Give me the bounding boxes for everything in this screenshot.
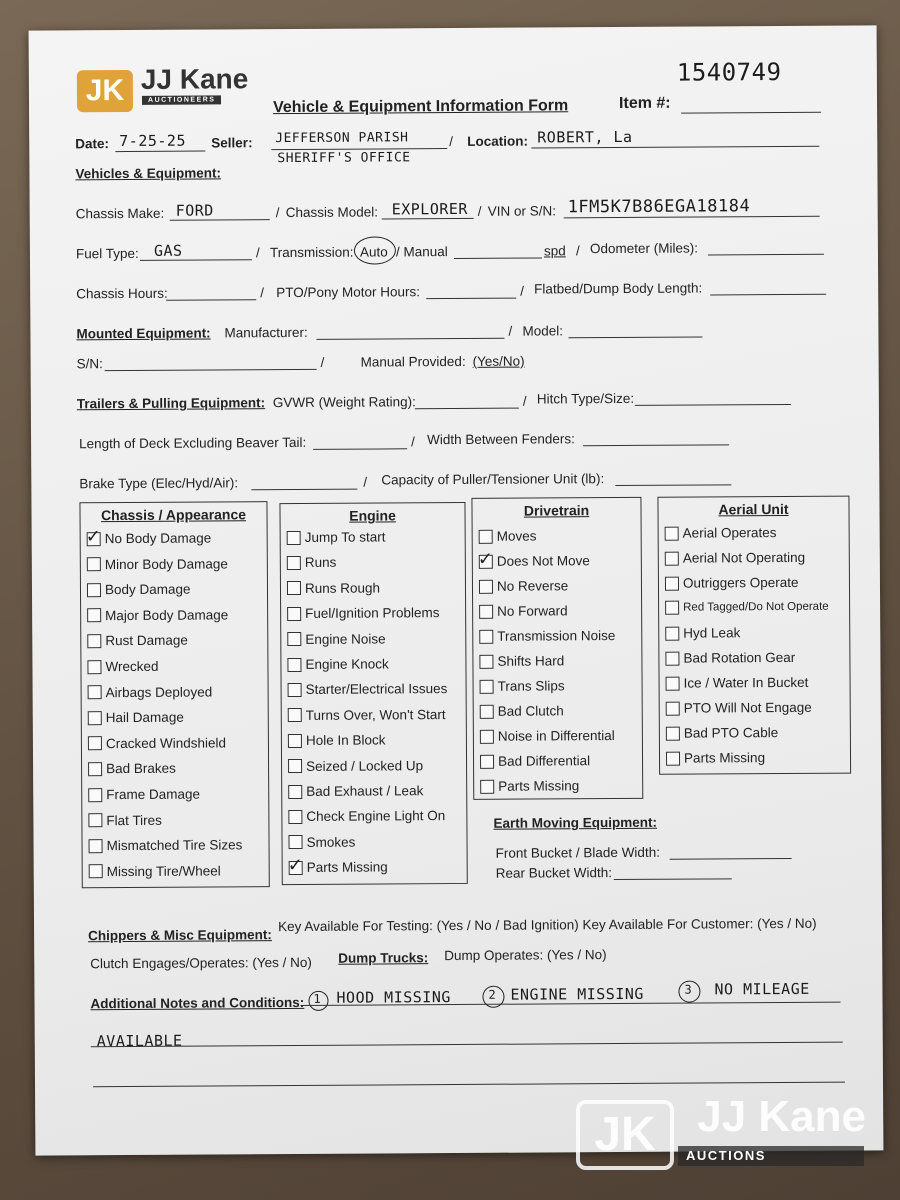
aerial-checkbox-row[interactable] [665, 600, 829, 615]
seller-value-line1: JEFFERSON PARISH [275, 130, 409, 147]
aerial-checkbox[interactable] [665, 576, 679, 590]
drivetrain-checkbox[interactable] [479, 529, 493, 543]
slash-sep: / [508, 323, 513, 339]
drivetrain-checkbox-row[interactable] [479, 578, 568, 594]
aerial-checkbox-row[interactable] [665, 575, 799, 591]
transmission-auto-option[interactable]: Auto [359, 244, 388, 260]
aerial-box-title: Aerial Unit [718, 500, 789, 518]
drivetrain-checkbox[interactable] [479, 629, 493, 643]
vin-label: VIN or S/N: [487, 203, 556, 219]
engine-checkbox-row[interactable] [287, 605, 439, 621]
drivetrain-checkbox-row[interactable] [479, 628, 615, 644]
chassis-checkbox-row[interactable] [88, 787, 200, 803]
chassis-checkbox-label: No Body Damage [104, 530, 212, 547]
chassis-model-label: Chassis Model: [285, 204, 379, 221]
drivetrain-checkbox-label: Transmission Noise [497, 628, 616, 644]
fenders-label: Width Between Fenders: [427, 431, 575, 448]
chassis-checkbox[interactable] [87, 557, 101, 571]
chassis-checkbox[interactable] [89, 839, 103, 853]
engine-checkbox-label: Runs Rough [304, 580, 381, 596]
chassis-checkbox-row[interactable] [88, 761, 176, 777]
aerial-unit-box [657, 496, 851, 775]
drivetrain-box-title: Drivetrain [523, 502, 590, 519]
slash-sep: / [449, 134, 454, 150]
aerial-checkbox-label: Ice / Water In Bucket [683, 674, 809, 691]
drivetrain-checkbox[interactable] [480, 754, 494, 768]
engine-checkbox[interactable] [288, 708, 302, 722]
engine-checkbox-row[interactable] [288, 808, 445, 824]
engine-checkbox-row[interactable] [287, 580, 380, 596]
engine-checkbox-label: Runs [304, 555, 337, 571]
engine-checkbox[interactable] [287, 556, 301, 570]
drivetrain-checkbox-row[interactable] [479, 603, 568, 619]
drivetrain-checkbox-row[interactable] [477, 548, 590, 570]
chassis-checkbox-label: Airbags Deployed [105, 684, 213, 700]
flatbed-line[interactable] [710, 294, 826, 296]
slash-sep: / [411, 434, 415, 450]
chassis-checkbox[interactable] [87, 608, 101, 622]
note-number-1: 1 [313, 991, 322, 1006]
hitch-line[interactable] [635, 404, 791, 406]
chassis-checkbox[interactable] [89, 864, 103, 878]
chassis-model-value: EXPLORER [391, 199, 468, 219]
notes-line-2[interactable] [91, 1042, 843, 1048]
chassis-checkbox-row[interactable] [87, 607, 228, 623]
engine-checkbox-row[interactable] [288, 733, 386, 749]
fenders-line[interactable] [583, 444, 729, 446]
drivetrain-checkbox-row[interactable] [480, 728, 615, 744]
checkmark-icon: ✓ [477, 548, 493, 570]
chassis-checkbox-label: Frame Damage [106, 786, 201, 803]
engine-checkbox-label: Engine Knock [305, 656, 389, 672]
chassis-checkbox-label: Major Body Damage [105, 607, 229, 623]
engine-checkbox-row[interactable] [288, 681, 448, 697]
chassis-checkbox-label: Body Damage [104, 581, 191, 598]
seller-value-line2: SHERIFF'S OFFICE [277, 150, 411, 167]
aerial-checkbox-label: Outriggers Operate [682, 574, 799, 591]
slash-sep: / [255, 245, 260, 261]
drivetrain-checkbox[interactable] [479, 654, 493, 668]
watermark-subtitle: AUCTIONS [678, 1146, 864, 1166]
chassis-make-label: Chassis Make: [75, 205, 165, 222]
date-line[interactable] [115, 151, 205, 153]
hitch-label: Hitch Type/Size: [536, 390, 635, 407]
mounted-section-heading: Mounted Equipment: [76, 325, 211, 342]
chassis-checkbox-row[interactable] [89, 837, 243, 853]
chassis-checkbox[interactable] [88, 736, 102, 750]
fuel-type-line[interactable] [140, 259, 252, 261]
date-value: 7-25-25 [119, 131, 187, 151]
chassis-make-line[interactable] [170, 219, 270, 221]
vehicles-section-heading: Vehicles & Equipment: [75, 165, 222, 182]
chassis-checkbox[interactable] [87, 634, 101, 648]
engine-checkbox-label: Bad Exhaust / Leak [306, 783, 424, 799]
chassis-checkbox-row[interactable] [87, 659, 158, 674]
aerial-checkbox-label: Parts Missing [683, 750, 766, 766]
chippers-heading: Chippers & Misc Equipment: [88, 927, 272, 944]
seller-label: Seller: [211, 135, 253, 151]
engine-checkbox-row[interactable] [287, 555, 337, 570]
logo-name: JJ Kane [140, 63, 249, 95]
chassis-model-line[interactable] [382, 218, 474, 220]
item-line[interactable] [681, 112, 821, 114]
aerial-checkbox-row[interactable] [666, 675, 809, 691]
deck-length-line[interactable] [313, 448, 407, 450]
model-line[interactable] [568, 336, 702, 338]
engine-checkbox-label: Check Engine Light On [306, 808, 446, 825]
manufacturer-label: Manufacturer: [224, 324, 308, 341]
chassis-checkbox-row[interactable] [88, 684, 213, 700]
chassis-checkbox-row[interactable] [87, 633, 188, 649]
drivetrain-checkbox-label: Does Not Move [496, 553, 590, 569]
engine-checkbox-label: Fuel/Ignition Problems [305, 605, 440, 622]
drivetrain-checkbox-label: No Forward [497, 603, 568, 619]
engine-checkbox-label: Starter/Electrical Issues [305, 681, 448, 698]
gvwr-line[interactable] [415, 408, 519, 410]
slash-sep: / [520, 283, 524, 299]
location-label: Location: [467, 133, 529, 149]
brake-type-label: Brake Type (Elec/Hyd/Air): [79, 475, 239, 492]
engine-checkbox[interactable] [288, 734, 302, 748]
chassis-checkbox[interactable] [88, 685, 102, 699]
spd-line[interactable] [454, 257, 542, 259]
date-label: Date: [75, 136, 110, 152]
drivetrain-checkbox-row[interactable] [480, 678, 565, 694]
drivetrain-checkbox-row[interactable] [479, 529, 537, 544]
drivetrain-checkbox-label: Noise in Differential [497, 728, 615, 744]
chassis-hours-line[interactable] [166, 299, 256, 301]
sn-label: S/N: [76, 356, 103, 372]
aerial-checkbox[interactable] [666, 726, 680, 740]
transmission-label: Transmission: [269, 244, 354, 261]
aerial-checkbox-row[interactable] [665, 525, 777, 541]
chassis-checkbox[interactable] [85, 525, 101, 547]
chassis-checkbox-row[interactable] [87, 582, 191, 598]
notes-line-3[interactable] [93, 1082, 845, 1088]
aerial-checkbox[interactable] [665, 651, 679, 665]
engine-checkbox[interactable] [288, 835, 302, 849]
sn-line[interactable] [105, 369, 317, 371]
drivetrain-box [471, 497, 643, 800]
handwritten-item-number: 1540749 [676, 58, 782, 87]
note-text-3: NO MILEAGE [714, 979, 810, 999]
aerial-checkbox-label: PTO Will Not Engage [683, 699, 812, 716]
gvwr-label: GVWR (Weight Rating): [272, 394, 416, 411]
slash-sep: / [522, 393, 527, 409]
additional-notes-heading: Additional Notes and Conditions: [90, 994, 305, 1012]
aerial-checkbox-label: Aerial Operates [682, 525, 777, 541]
engine-box [279, 502, 467, 885]
drivetrain-checkbox-label: Moves [496, 528, 537, 544]
auto-circled-mark [354, 236, 396, 264]
form-title: Vehicle & Equipment Information Form [272, 97, 569, 117]
slash-sep: / [363, 474, 368, 490]
drivetrain-checkbox-row[interactable] [480, 703, 564, 719]
transmission-manual-option[interactable]: / Manual [395, 244, 448, 260]
drivetrain-checkbox[interactable] [477, 548, 493, 570]
item-label: Item #: [618, 94, 671, 112]
engine-checkbox-label: Smokes [306, 834, 356, 850]
dump-operates-label: Dump Operates: (Yes / No) [444, 947, 607, 964]
aerial-checkbox[interactable] [666, 751, 680, 765]
pto-hours-line[interactable] [426, 298, 516, 300]
aerial-checkbox[interactable] [666, 676, 680, 690]
engine-checkbox[interactable] [287, 581, 301, 595]
model-label: Model: [522, 323, 563, 339]
rear-bucket-label: Rear Bucket Width: [495, 865, 613, 881]
drivetrain-checkbox[interactable] [479, 604, 493, 618]
logo-subtitle: AUCTIONEERS [142, 95, 222, 104]
engine-checkbox-label: Engine Noise [305, 631, 386, 647]
odometer-label: Odometer (Miles): [589, 240, 698, 257]
slash-sep: / [477, 203, 482, 219]
chassis-checkbox-label: Rust Damage [105, 633, 188, 649]
chassis-checkbox-row[interactable] [88, 735, 226, 751]
aerial-checkbox-label: Aerial Not Operating [682, 549, 806, 566]
aerial-checkbox-label: Red Tagged/Do Not Operate [683, 600, 829, 614]
drivetrain-checkbox-row[interactable] [479, 653, 564, 669]
fuel-type-value: GAS [153, 241, 183, 260]
note-text-line2: AVAILABLE [96, 1031, 183, 1051]
engine-checkbox-row[interactable] [288, 834, 355, 849]
rear-bucket-line[interactable] [614, 878, 732, 880]
pto-hours-label: PTO/Pony Motor Hours: [276, 284, 421, 301]
engine-checkbox-row[interactable] [287, 656, 388, 672]
vin-line[interactable] [564, 216, 820, 219]
form-paper [29, 25, 884, 1155]
engine-checkbox-row[interactable] [288, 707, 446, 723]
dump-trucks-heading: Dump Trucks: [338, 950, 429, 966]
note-text-1: HOOD MISSING [336, 988, 451, 1007]
chassis-checkbox-label: Mismatched Tire Sizes [106, 837, 243, 854]
watermark-name: JJ Kane [697, 1092, 866, 1141]
slash-sep: / [320, 354, 325, 370]
engine-checkbox[interactable] [287, 607, 301, 621]
slash-sep: / [275, 205, 280, 221]
trailers-section-heading: Trailers & Pulling Equipment: [76, 395, 266, 412]
vin-value: 1FM5K7B86EGA18184 [567, 196, 751, 218]
earth-moving-heading: Earth Moving Equipment: [493, 814, 657, 831]
chassis-checkbox-row[interactable] [87, 556, 228, 572]
manual-provided-options[interactable]: (Yes/No) [472, 353, 525, 369]
chassis-checkbox[interactable] [87, 583, 101, 597]
drivetrain-checkbox-label: No Reverse [496, 578, 569, 594]
engine-checkbox[interactable] [287, 530, 301, 544]
drivetrain-checkbox-label: Bad Differential [497, 753, 591, 769]
note-number-3: 3 [684, 982, 693, 997]
drivetrain-checkbox-label: Trans Slips [497, 678, 565, 694]
chassis-checkbox-row[interactable] [88, 812, 162, 827]
slash-sep: / [575, 243, 580, 259]
manual-provided-label: Manual Provided: [360, 353, 466, 370]
drivetrain-checkbox[interactable] [479, 579, 493, 593]
chassis-checkbox-label: Bad Brakes [106, 761, 176, 777]
chassis-checkbox-label: Cracked Windshield [105, 735, 227, 751]
checkmark-icon: ✓ [85, 525, 101, 547]
engine-checkbox-row[interactable] [287, 854, 388, 876]
engine-checkbox[interactable] [288, 810, 302, 824]
aerial-checkbox[interactable] [666, 701, 680, 715]
key-availability-line: Key Available For Testing: (Yes / No / Bad Ignition) Key Available For Customer: (Yes / No) [278, 915, 817, 935]
aerial-checkbox-label: Hyd Leak [683, 625, 741, 641]
aerial-checkbox-row[interactable] [666, 725, 778, 741]
note-text-2: ENGINE MISSING [510, 984, 644, 1004]
chassis-hours-label: Chassis Hours: [76, 285, 168, 302]
drivetrain-checkbox-label: Shifts Hard [497, 653, 565, 669]
engine-checkbox-label: Turns Over, Won't Start [305, 706, 446, 723]
aerial-checkbox-row[interactable] [666, 700, 812, 716]
brake-type-line[interactable] [251, 489, 357, 491]
chassis-checkbox[interactable] [88, 711, 102, 725]
aerial-checkbox[interactable] [665, 601, 679, 615]
checkmark-icon: ✓ [287, 854, 303, 876]
chassis-checkbox-label: Hail Damage [105, 709, 184, 726]
engine-checkbox[interactable] [287, 854, 303, 876]
drivetrain-checkbox-label: Bad Clutch [497, 703, 564, 719]
fuel-type-label: Fuel Type: [75, 245, 139, 262]
aerial-checkbox-row[interactable] [665, 550, 805, 566]
aerial-checkbox-label: Bad Rotation Gear [683, 649, 796, 666]
chassis-checkbox[interactable] [87, 660, 101, 674]
aerial-checkbox-label: Bad PTO Cable [683, 725, 779, 741]
engine-checkbox-label: Parts Missing [306, 859, 388, 876]
aerial-checkbox[interactable] [665, 526, 679, 540]
engine-checkbox-label: Jump To start [304, 529, 386, 545]
aerial-checkbox-row[interactable] [666, 750, 765, 766]
chassis-checkbox-label: Missing Tire/Wheel [106, 863, 221, 879]
odometer-line[interactable] [708, 254, 824, 256]
engine-checkbox[interactable] [288, 759, 302, 773]
engine-checkbox-label: Seized / Locked Up [306, 757, 424, 774]
engine-checkbox-row[interactable] [288, 758, 423, 774]
chassis-appearance-box [79, 501, 269, 888]
aerial-checkbox-row[interactable] [665, 650, 795, 666]
engine-checkbox[interactable] [287, 632, 301, 646]
spd-label: spd [543, 243, 566, 259]
chassis-checkbox-row[interactable] [88, 710, 184, 726]
jj-kane-logo-icon: JK [77, 70, 133, 112]
note-number-2: 2 [488, 987, 497, 1002]
manufacturer-line[interactable] [316, 338, 504, 340]
chassis-checkbox-row[interactable] [85, 525, 212, 547]
chassis-checkbox-label: Wrecked [105, 658, 159, 675]
drivetrain-checkbox-label: Parts Missing [498, 778, 580, 794]
flatbed-label: Flatbed/Dump Body Length: [534, 280, 703, 297]
engine-box-title: Engine [349, 507, 396, 524]
watermark-logo-icon: JK [576, 1100, 674, 1170]
slash-sep: / [260, 285, 264, 301]
drivetrain-checkbox[interactable] [480, 704, 494, 718]
capacity-label: Capacity of Puller/Tensioner Unit (lb): [381, 471, 605, 488]
deck-length-label: Length of Deck Excluding Beaver Tail: [79, 434, 307, 452]
capacity-line[interactable] [615, 484, 731, 486]
chassis-make-value: FORD [175, 201, 214, 220]
engine-checkbox[interactable] [288, 784, 302, 798]
chassis-checkbox[interactable] [88, 762, 102, 776]
front-bucket-line[interactable] [670, 858, 792, 860]
engine-checkbox[interactable] [288, 683, 302, 697]
chassis-box-title: Chassis / Appearance [100, 506, 247, 524]
clutch-engages-label: Clutch Engages/Operates: (Yes / No) [90, 954, 312, 972]
chassis-checkbox-row[interactable] [89, 863, 221, 879]
engine-checkbox-row[interactable] [287, 529, 386, 545]
drivetrain-checkbox[interactable] [480, 729, 494, 743]
chassis-checkbox[interactable] [88, 788, 102, 802]
engine-checkbox-row[interactable] [287, 631, 385, 647]
engine-checkbox-row[interactable] [288, 783, 423, 799]
drivetrain-checkbox-row[interactable] [480, 778, 579, 794]
chassis-checkbox[interactable] [88, 813, 102, 827]
chassis-checkbox-label: Minor Body Damage [104, 555, 228, 572]
engine-checkbox-label: Hole In Block [305, 732, 386, 749]
engine-checkbox[interactable] [287, 657, 301, 671]
aerial-checkbox-row[interactable] [665, 625, 740, 640]
aerial-checkbox[interactable] [665, 626, 679, 640]
drivetrain-checkbox[interactable] [480, 679, 494, 693]
aerial-checkbox[interactable] [665, 551, 679, 565]
front-bucket-label: Front Bucket / Blade Width: [495, 844, 660, 861]
drivetrain-checkbox[interactable] [480, 779, 494, 793]
location-value: ROBERT, La [537, 127, 633, 147]
drivetrain-checkbox-row[interactable] [480, 753, 590, 769]
chassis-checkbox-label: Flat Tires [106, 812, 162, 828]
